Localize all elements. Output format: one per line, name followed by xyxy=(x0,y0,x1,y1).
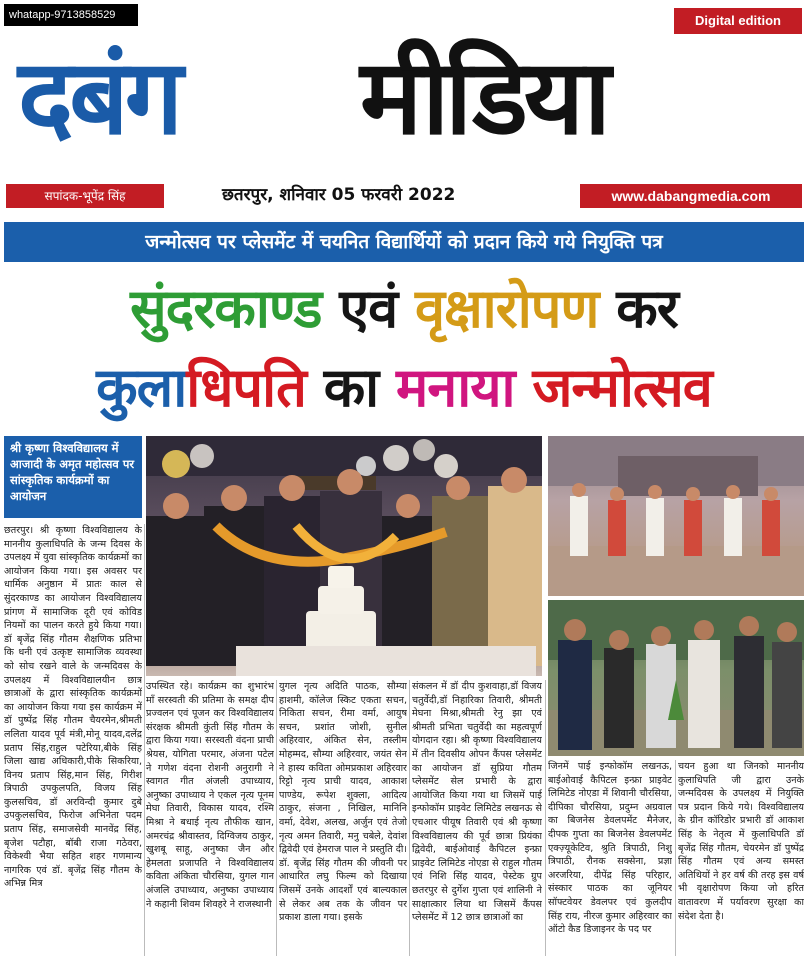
headline-line-2 xyxy=(0,348,808,428)
headline-word: जन्मोत्सव xyxy=(532,356,712,419)
headline-word: का xyxy=(323,356,379,419)
headline-word: धिपति xyxy=(186,356,306,419)
article-column-5: जिनमें पाई इन्फोकॉम लखनऊ, बाईओवाई कैपिटल इन्फ्रा प्राइवेट लिमिटेड नोएडा में शिवानी चौरसिया, दीपिका चौरसिया, प्रदुम्न अग्रवाल का बिजनेस डेवलपमेंट मैनेजर, दीपक गुप्ता का बिजनेस डेवलपमेंट एक्ज़्यूकेटिव, श्रुति त्रिपाठी, निशु त्रिपाठी, रौनक सक्सेना, प्रज्ञा अरजरिया, दीपेंद्र सिंह परिहार, संस्कार पाठक का जूनियर सॉफ्टवेयर डेवलपर एवं कुलदीप सिंह राय, नीरज कुमार अहिरवार का ऑटो कैड डिजाइनर के पद पर xyxy=(548,761,672,936)
whatsapp-number: whatapp-9713858529 xyxy=(4,4,138,26)
headline-word: एवं xyxy=(339,277,398,340)
article-column-2: उपस्थित रहे। कार्यक्रम का शुभारंभ माँ सरस्वती की प्रतिमा के समक्ष दीप प्रज्वलन एवं पूजन कर विश्वविद्यालय संरक्षक श्रीमती कुंती सिंह गौतम के द्वारा किया गया। सरस्वती वंदना प्राची श्रेयस, योगिता परमार, अंजना पटेल ने गणेश वंदना रोशनी अनुरागी ने स्वागत गीत अंजली उपाध्याय, अनुष्का उपाध्याय ने एकल नृत्य पूनम मेघा तिवारी, विकास यादव, रश्मि मिश्रा ने बधाई नृत्य तौफीक खान, अमरचंद्र श्रीवास्तव, दिग्विजय ठाकुर, खुशबू साहू, अनुष्का जैन और हेमलता प्रजापति ने विश्वविद्यालय कविता अंकिता चौरसिया, युगल गान अंजलि उपाध्याय, अनुष्का उपाध्याय ने कहानी शिवम शिवहरे ने राजस्थानी xyxy=(146,681,274,910)
blue-headline: जन्मोत्सव पर प्लेसमेंट में चयनित विद्यार्थियों को प्रदान किये गये नियुक्ति पत्र xyxy=(4,222,804,262)
article-column-3: युगल नृत्य अदिति पाठक, सौम्या हाशमी, कॉलेज स्किट एकता सचन, निकिता सचन, रीमा वर्मा, आयुष सचन, प्रशांत जोशी, सुनील अहिरवार, अंकित सेन, तस्लीम मोहम्मद, सौम्या अहिरवार, जयंत सेन ने हास्य कविता ओमप्रकाश अहिरवार रिट्टो नृत्य प्राची यादव, आकाश पाण्डेय, रूपेश शुक्ला, आदित्य ठाकुर, संजना , निखिल, मानिनि वर्मा, देवेश, अलख, अर्जुन एवं तेजो नृत्य अमन तिवारी, मनु चबेले, देवांश द्विवेदी एवं हेमराज पाल ने प्रस्तुति दी। डॉ. बृजेंद्र सिंह गौतम की जीवनी पर आधारित लघु फिल्म को दिखाया जिसमें उनके आदर्शों एवं बाल्यकाल से लेकर अब तक के जीवन पर प्रकाश डाला गया। इसके xyxy=(279,681,407,924)
photo-cake-cutting-illustration xyxy=(146,436,542,676)
article-subhead: श्री कृष्णा विश्वविद्यालय में आजादी के अमृत महोत्सव पर सांस्कृतिक कार्यक्रमों का आयोजन xyxy=(4,436,142,518)
article-column-6: चयन हुआ था जिनको माननीय कुलाधिपति जी द्वारा उनके जन्मदिवस के उपलक्ष्य में नियुक्ति पत्र प्रदान किये गये। विश्वविद्यालय के ग्रीन कॉरिडोर प्रभारी डॉ आकाश सिंह के नेतृत्व में कुलाधिपति डॉ बृजेंद्र सिंह गौतम, चेयरमेन डॉ पुष्पेंद्र सिंह गौतम एवं अन्य समस्त अतिथियों ने हर वर्ष की तरह इस वर्ष भी वृक्षारोपण किया जो हरित वातावरण में पर्यावरण सुरक्षा का संदेश देता है। xyxy=(678,761,804,922)
column-rule xyxy=(409,680,410,956)
photo-stage-dance-illustration xyxy=(548,436,804,596)
photo-tree-plantation-illustration xyxy=(548,600,804,756)
website-badge: www.dabangmedia.com xyxy=(580,184,802,208)
dateline: छतरपुर, शनिवार 05 फरवरी 2022 xyxy=(222,185,456,205)
headline-line-1 xyxy=(0,270,808,348)
article-column-1: छतरपुर। श्री कृष्णा विश्वविद्यालय के माननीय कुलाधिपति के जन्म दिवस के उपलक्ष्य में युवा सांस्कृतिक कार्यक्रमों का आयोजन किया गया। इस अवसर पर धार्मिक अनुष्ठान में प्रातः काल से सुंदरकाण्ड का आयोजन विश्वविद्यालय प्रांगण में सामाजिक दूरी एवं कोविड नियमों का पालन करते हुये किया गया। डॉ बृजेंद्र सिंह गौतम शैक्षणिक प्रतिभा कि धनी एवं उत्कृष्ट सामाजिक व्यवस्था को सोच रखने वाले के जन्मदिवस के उपलक्ष्य में विश्वविद्यालयीन छात्र छात्राओं के द्वारा सांस्कृतिक कार्यक्रमों का आयोजन किया गया इस कार्यक्रम में डॉ पुष्पेंद्र सिंह गौतम चैयरमेन,श्रीमती ललिता यादव पूर्व मंत्री,मोनू यादव,दलेंद्र प्रताप सिंह,राहुल पटेरिया,बीके सिंह जिला खाद्य अधिकारी,पीके सिकरिया, विनय प्रताप सिंह,मान सिंह, गिरीश त्रिपाठी उपकुलपति, विजय सिंह कुलसचिव, डॉ अरविन्दी कुमार दुबे उपकुलसचिव, फिरोज अभिनेता पदम प्रताप सिंह, समाजसेवी मानवेंद्र सिंह, बृजेश पटौहा, बॉबी राजा गठेवरा, विकेश्वी भैया सहित शहर गणमान्य नागरिक एवं डॉ. बृजेंद्र सिंह गौतम के अभिन्न मित्र xyxy=(4,525,142,890)
photo-stage-dance xyxy=(548,436,804,596)
masthead-dabang: दबंग xyxy=(18,36,180,158)
column-rule xyxy=(276,680,277,956)
info-line xyxy=(0,180,808,210)
headline-word: वृक्षारोपण xyxy=(414,277,599,340)
photo-tree-plantation xyxy=(548,600,804,756)
photo-cake-cutting xyxy=(146,436,542,676)
column-rule xyxy=(675,760,676,956)
headline-word: मनाया xyxy=(395,356,515,419)
masthead-media: मीडिया xyxy=(360,36,607,158)
headline-word: कर xyxy=(616,277,678,340)
headline-word: सुंदरकाण्ड xyxy=(130,277,322,340)
main-headline xyxy=(0,270,808,430)
headline-word: कुला xyxy=(96,356,187,419)
masthead xyxy=(0,28,808,178)
editor-badge: सपांदक-भूपेंद्र सिंह xyxy=(6,184,164,208)
column-rule xyxy=(144,524,145,956)
column-rule xyxy=(545,680,546,956)
digital-edition-badge: Digital edition xyxy=(674,8,802,34)
article-column-4: संकलन में डॉ दीप कुशवाहा,डॉ विजय चतुर्वेदी,डॉ निहारिका तिवारी, श्रीमती मेघना मिश्रा,श्रीमती रेनु झा एवं श्रीमती प्रभिता चतुर्वेदी का महत्वपूर्ण योगदान रहा। श्री कृष्णा विश्वविद्यालय में तीन दिवसीय ओपन कैंपस प्लेसमेंट का आयोजन डॉ सुप्रिया गौतम प्लेसमेंट सेल प्रभारी के द्वारा आयोजित किया गया था जिसमें पाई इन्फोकॉम प्राइवेट लिमिटेड लखनऊ से एचआर पीयूष तिवारी एवं श्री कृष्णा विश्वविद्यालय की पूर्व छात्रा प्रियंका द्विवेदी, बाईओवाई कैपिटल इन्फ्रा प्राइवेट लिमिटेड नोएडा से राहुल गौतम एवं निशि सिंह यादव, पेस्टेक ग्रुप छतरपुर से दुर्गेश गुप्ता एवं शालिनी ने साक्षात्कार लिया था जिसमें कैंपस प्लेसमेंट में 12 छात्र छात्राओं का xyxy=(412,681,542,924)
